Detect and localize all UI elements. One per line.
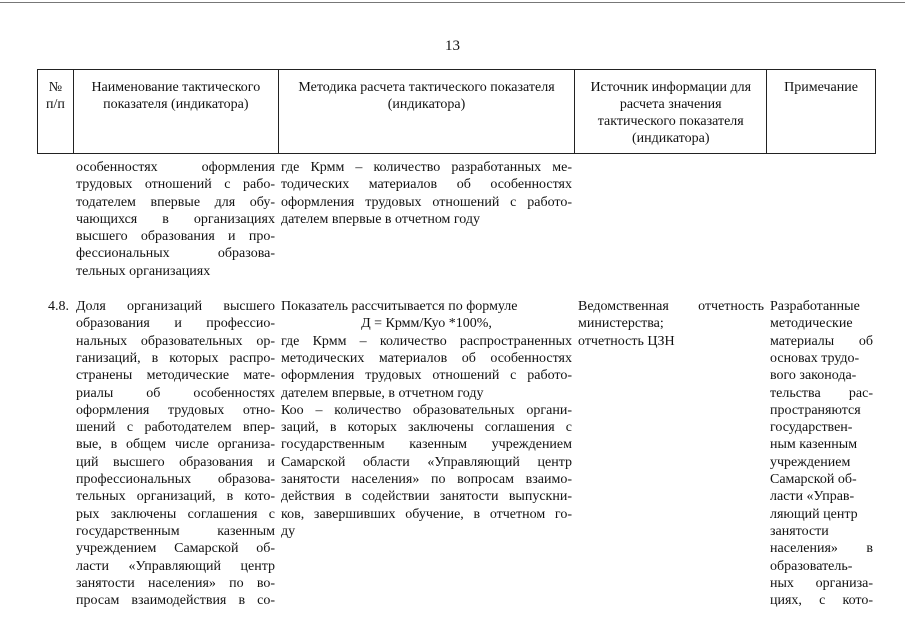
text-line: действия в содействии занятости выпускни- <box>281 489 572 505</box>
text-line: отчетность ЦЗН <box>578 333 675 349</box>
text-line: оформления трудовых отношений с работо- <box>281 368 572 384</box>
text-line: занятости населения» по во- <box>76 575 275 591</box>
text-line: странены методические мате- <box>76 368 275 384</box>
text-line: риалы об особенностях <box>76 385 275 401</box>
text-line: пространяются <box>770 402 861 418</box>
header-note: Примечание <box>767 70 876 153</box>
text-line: ласти «Управляющий центр <box>76 558 275 574</box>
text-line: фессиональных образова- <box>76 246 275 262</box>
text-line: образования и профессио- <box>76 316 275 332</box>
note-cell <box>767 159 876 280</box>
source-cell <box>575 159 767 280</box>
text-line: образователь- <box>770 558 853 574</box>
text-line: тельных организациях <box>76 263 211 279</box>
header-indicator-name: Наименование тактического показателя (индикатора) <box>74 70 279 153</box>
text-line: дателем впервые в отчетном году <box>281 211 481 227</box>
method-cell <box>278 159 575 280</box>
table-row <box>37 159 876 280</box>
header-method: Методика расчета тактического показателя (индикатора) <box>279 70 576 153</box>
text-line: Самарской области «Управляющий центр <box>281 454 572 470</box>
text-line: тельства рас- <box>770 385 873 401</box>
text-line: вые, в общем числе организа- <box>76 437 275 453</box>
indicator-name-cell <box>73 298 278 609</box>
text-line: Ведомственная отчетность <box>578 299 764 315</box>
text-line: циях, с кото- <box>770 593 873 609</box>
text-line: оформления трудовых отно- <box>76 402 275 418</box>
text-line: Разработанные <box>770 299 860 315</box>
note-cell <box>767 298 876 609</box>
text-line: учреждением Самарской об- <box>76 541 275 557</box>
header-source: Источник информации для расчета значения тактического показателя (индикатора) <box>575 70 767 153</box>
text-line: трудовых отношений с рабо- <box>76 177 275 193</box>
table-row <box>37 298 876 609</box>
text-line: Коо – количество образовательных органи- <box>281 402 572 418</box>
text-line: ций высшего образования и <box>76 454 275 470</box>
table-header <box>37 69 876 154</box>
indicator-name-cell <box>73 159 278 280</box>
text-line: государственным казенным учреждением <box>281 437 572 453</box>
text-line: где Крмм – количество распространенных <box>281 333 572 349</box>
text-line: методические <box>770 316 853 332</box>
text-line: высшего образования и про- <box>76 229 275 245</box>
text-line: населения» в <box>770 541 873 557</box>
text-line: нальных образовательных ор- <box>76 333 275 349</box>
text-line: Самарской об- <box>770 472 857 488</box>
method-cell <box>278 298 575 609</box>
indicator-table <box>37 69 876 609</box>
text-line: профессиональных образова- <box>76 472 275 488</box>
text-line: тодических материалов об особенностях <box>281 177 572 193</box>
text-line: тельных организаций, в кото- <box>76 489 275 505</box>
text-line: ганизаций, в которых распро- <box>76 350 275 366</box>
text-line: ков, завершивших обучение, в отчетном го- <box>281 506 572 522</box>
text-line: вого законода- <box>770 368 857 384</box>
top-border-line <box>0 2 905 3</box>
text-line: особенностях оформления <box>76 160 275 175</box>
text-line: государствен- <box>770 420 853 436</box>
formula: Д = Крмм/Куо *100%, <box>361 316 492 332</box>
text-line: ду <box>281 523 296 539</box>
text-line: заций, в которых заключены соглашения с <box>281 420 572 436</box>
source-cell <box>575 298 767 609</box>
text-line: дателем впервые, в отчетном году <box>281 385 484 401</box>
text-line: методических материалов об особенностях <box>281 350 572 366</box>
text-line: чающихся в организациях <box>76 211 275 227</box>
text-line: министерства; <box>578 316 664 332</box>
row-number: 4.8. <box>48 299 69 315</box>
text-line: ных организа- <box>770 575 873 591</box>
text-line: занятости населения» по вопросам взаимо- <box>281 472 572 488</box>
page-number: 13 <box>445 38 460 54</box>
text-line: материалы об <box>770 333 873 349</box>
text-line: ляющий центр <box>770 506 858 522</box>
text-line: оформления трудовых отношений с работо- <box>281 194 572 210</box>
text-line: просам взаимодействия в со- <box>76 593 275 609</box>
text-line: ласти «Управ- <box>770 489 855 505</box>
row-number <box>37 159 73 280</box>
text-line: Показатель рассчитывается по формуле <box>281 299 518 315</box>
text-line: учреждением <box>770 454 851 470</box>
text-line: ным казенным <box>770 437 858 453</box>
text-line: Доля организаций высшего <box>76 299 275 315</box>
text-line: рых заключены соглашения с <box>76 506 275 522</box>
text-line: тодателем впервые для обу- <box>76 194 275 210</box>
text-line: шений с работодателем впер- <box>76 420 275 436</box>
text-line: основах трудо- <box>770 350 860 366</box>
header-number: № п/п <box>38 70 74 153</box>
text-line: государственным казенным <box>76 523 275 539</box>
text-line: где Крмм – количество разработанных ме- <box>281 160 572 175</box>
text-line: занятости <box>770 523 829 539</box>
